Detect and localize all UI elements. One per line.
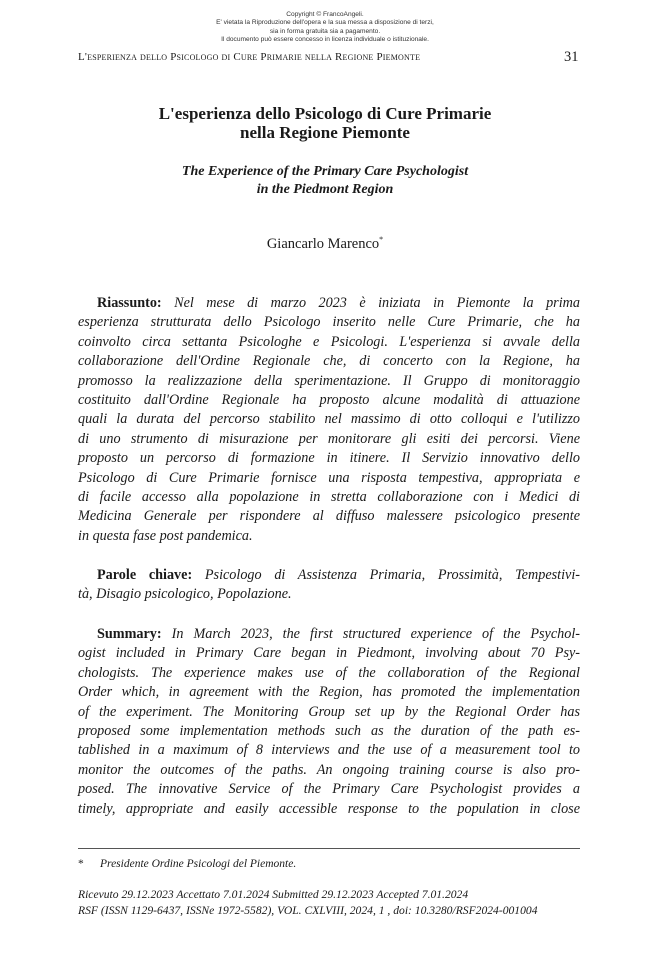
summary-line: timely, appropriate and easily accessible response to the population in close [78,800,580,817]
footnote [78,858,296,870]
abstract-line: esperienza strutturata dello Psicologo inserito nelle Cure Primarie, che ha [78,314,580,331]
abstract-line: di facile accesso alla popolazione in stretta collaborazione con i Medici di [78,488,580,505]
copyright-line: Copyright © FrancoAngeli. [286,11,364,18]
abstract-line: quali la durata del percorso stabilito nel massimo di otto colloqui e l'utilizzo [78,411,580,428]
author-name: Giancarlo Marenco [266,235,380,252]
page-number: 31 [564,49,579,65]
journal-line: RSF (ISSN 1129-6437, ISSNe 1972-5582), VOL. CXLVIII, 2024, 1 , doi: 10.3280/RSF2024-001004 [78,904,538,917]
article-subtitle-line: in the Piedmont Region [256,182,394,197]
abstract-line: Medicina Generale per rispondere al diffuso malessere psicologico presente [78,508,580,525]
keywords-italian [78,566,580,605]
author-footnote-marker: * [379,235,384,244]
abstract-line: Riassunto: Nel mese di marzo 2023 è iniziata in Piemonte la prima [97,295,580,311]
keywords-label: Parole chiave: [97,567,193,583]
abstract-line: in questa fase post pandemica. [78,527,253,544]
summary-line: of the experiment. The Monitoring Group set up by the Regional Order has [78,703,580,720]
abstract-line: proposto un percorso di formazione in itinere. Il Servizio innovativo dello [78,450,580,467]
summary-label: Summary: [97,626,162,642]
abstract-label: Riassunto: [97,295,162,311]
article-subtitle-line: The Experience of the Primary Care Psychologist [181,164,469,179]
abstract-italian [78,294,580,546]
summary-line: ogist included in Primary Care began in Piedmont, involving about 70 Psy- [78,645,580,662]
publication-info [78,887,538,919]
article-subtitle [0,163,650,199]
keywords-line: Parole chiave: Psicologo di Assistenza Primaria, Prossimità, Tempestivi- [97,567,580,583]
summary-line: Summary: In March 2023, the first structured experience of the Psychol- [97,626,580,642]
summary-line: proposed some implementation methods such as the duration of the path es- [78,722,580,739]
summary-english [78,625,580,819]
footnote-text: Presidente Ordine Psicologi del Piemonte. [100,858,297,870]
summary-line: tablished in a maximum of 8 interviews and the use of a measurement tool to [78,742,580,759]
abstract-line: promosso la realizzazione della sperimentazione. Il Gruppo di monitoraggio [78,372,580,389]
keywords-line: tà, Disagio psicologico, Popolazione. [78,586,292,603]
summary-line: chologists. The experience makes use of the collaboration of the Regional [78,664,580,681]
copyright-line: Il documento può essere concesso in licenza individuale o istituzionale. [221,36,429,44]
abstract-line: coinvolto circa settanta Psicologhe e Psicologi. L'esperienza si avvale della [78,333,580,350]
abstract-line: di uno strumento di misurazione per monitorare gli esiti dei percorsi. Viene [78,430,580,447]
abstract-line: Psicologo di Cure Primarie fornisce una risposta tempestiva, appropriata e [78,469,580,486]
summary-line: Order which, in agreement with the Region, has promoted the implementation [78,684,580,701]
copyright-line: E' vietata la Riproduzione dell'opera e la sua messa a disposizione di terzi, [216,19,434,27]
copyright-line: sia in forma gratuita sia a pagamento. [269,27,381,35]
copyright-notice [0,11,650,45]
footnote-marker: * [78,858,84,870]
running-head: L'esperienza dello Psicologo di Cure Primarie nella Regione Piemonte [78,51,421,63]
summary-line: posed. The innovative Service of the Primary Care Psychologist provides a [78,781,580,798]
article-title [0,104,650,142]
author [0,235,650,253]
footnote-divider [78,848,580,849]
article-title-line: nella Regione Piemonte [240,123,410,142]
abstract-line: collaborazione dell'Ordine Regionale che, di concerto con la Regione, ha [78,353,580,370]
summary-line: monitor the outcomes of the paths. An ongoing training course is also pro- [78,761,580,778]
article-title-line: L'esperienza dello Psicologo di Cure Primarie [158,104,492,123]
received-line: Ricevuto 29.12.2023 Accettato 7.01.2024 Submitted 29.12.2023 Accepted 7.01.2024 [78,888,469,901]
abstract-line: costituito dall'Ordine Regionale ha proposto alcune modalità di attuazione [78,391,580,408]
